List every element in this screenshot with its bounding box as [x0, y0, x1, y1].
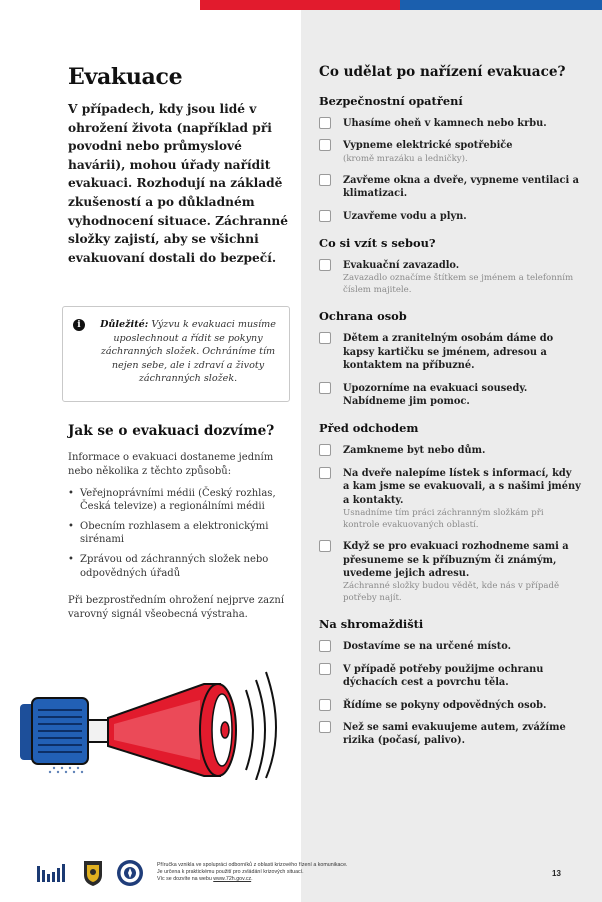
intro-text: V případech, kdy jsou lidé v ohrožení života (například při povodni nebo průmyslové havárii), mohou úřady nařídit evakuaci. Rozhodují na základě zkušeností a po důkladném vyhodnocení situace. Záchranné složky zajistí, aby se všichni evakuovaní dostali do bezpečí.	[68, 102, 288, 265]
checkbox[interactable]	[319, 382, 331, 394]
checklist-item[interactable]	[319, 259, 581, 296]
important-note	[62, 306, 290, 402]
checkbox[interactable]	[319, 210, 331, 222]
intro-block	[68, 64, 290, 267]
checklist-item[interactable]	[319, 332, 581, 372]
checklist-item-text: Vypneme elektrické spotřebiče	[343, 140, 513, 152]
checklist-item-note: Usnadníme tím práci záchranným složkám při kontrole evakuovaných oblastí.	[343, 508, 544, 531]
info-icon: i	[73, 319, 85, 331]
page-number: 13	[552, 869, 561, 878]
how-to-learn-block	[68, 423, 292, 622]
fire-rescue-emblem-icon	[82, 859, 104, 887]
section-heading: Bezpečnostní opatření	[319, 94, 463, 108]
footer-text	[157, 862, 467, 883]
checklist-item-text: Než se sami evakuujeme autem, zvážíme rizika (počasí, palivo).	[343, 721, 566, 747]
checkbox[interactable]	[319, 699, 331, 711]
checklist-item[interactable]	[319, 699, 581, 712]
checklist-item-text: Zavřeme okna a dveře, vypneme ventilaci a klimatizaci.	[343, 174, 579, 200]
section-heading: Co si vzít s sebou?	[319, 236, 436, 251]
list-item: • Zprávou od záchranných složek nebo odpovědných úřadů	[78, 553, 292, 580]
footer-line-3-prefix: Víc se dozvíte na webu	[157, 876, 214, 882]
ministry-logo-icon	[36, 862, 68, 884]
top-accent-blue	[400, 0, 602, 10]
howto-heading: Jak se o evakuaci dozvíme?	[68, 423, 275, 439]
checklist-item[interactable]	[319, 444, 581, 457]
checklist-item[interactable]	[319, 117, 581, 130]
checklist-item-text: Upozorníme na evakuaci sousedy. Nabídneme jim pomoc.	[343, 382, 528, 408]
checklist-item-text: Evakuační zavazadlo.	[343, 260, 460, 272]
section-heading: Na shromaždišti	[319, 617, 424, 632]
howto-intro: Informace o evakuaci dostaneme jedním nebo několika z těchto způsobů:	[68, 452, 274, 477]
section-heading: Před odchodem	[319, 421, 419, 436]
checklist-item-text: Uhasíme oheň v kamnech nebo krbu.	[343, 118, 547, 129]
page-title: Evakuace	[68, 64, 183, 90]
checklist-title: Co udělat po nařízení evakuace?	[319, 64, 566, 80]
checklist-item-text: Uzavřeme vodu a plyn.	[343, 210, 467, 222]
checkbox[interactable]	[319, 117, 331, 129]
footer-line-3	[157, 876, 467, 883]
note-text	[93, 318, 283, 386]
checklist-item-note: Zavazadlo označíme štítkem se jménem a telefonním číslem majitele.	[343, 273, 574, 296]
checklist-item-text: Když se pro evakuaci rozhodneme sami a přesuneme se k příbuzným či známým, uvedeme jejich adresu.	[343, 541, 569, 579]
checkbox[interactable]	[319, 540, 331, 552]
police-emblem-icon	[116, 859, 144, 887]
checklist-item-text: Dostavíme se na určené místo.	[343, 641, 512, 653]
checkbox[interactable]	[319, 259, 331, 271]
checklist-item[interactable]	[319, 640, 581, 653]
checklist-item[interactable]	[319, 663, 581, 690]
list-item: • Obecním rozhlasem a elektronickými sirénami	[78, 520, 292, 547]
website-link[interactable]: www.72h.gov.cz	[213, 876, 252, 882]
footer	[36, 858, 576, 888]
checkbox[interactable]	[319, 663, 331, 675]
checkbox[interactable]	[319, 721, 331, 733]
checklist-item[interactable]	[319, 467, 581, 531]
checkbox[interactable]	[319, 139, 331, 151]
top-accent-red	[200, 0, 400, 10]
checklist-item[interactable]	[319, 382, 581, 409]
footer-line-2: Je určena k praktickému použití pro zvládání krizových situací.	[157, 869, 304, 875]
checklist-item[interactable]	[319, 721, 581, 748]
list-item: • Veřejnoprávními médii (Český rozhlas, Česká televize) a regionálními médii	[78, 487, 292, 514]
evacuation-checklist	[319, 64, 581, 761]
checklist-item-text: V případě potřeby použijme ochranu dýchacích cest a povrchu těla.	[343, 663, 544, 689]
checkbox[interactable]	[319, 444, 331, 456]
checkbox[interactable]	[319, 640, 331, 652]
checkbox[interactable]	[319, 467, 331, 479]
checkbox[interactable]	[319, 174, 331, 186]
checklist-item-note: Záchranné složky budou vědět, kde nás v případě potřeby najít.	[343, 581, 560, 604]
howto-outro: Při bezprostředním ohrožení nejprve zazní varovný signál všeobecná výstraha.	[68, 595, 285, 620]
checklist-item[interactable]	[319, 540, 581, 604]
note-body: Výzvu k evakuaci musíme uposlechnout a řídit se pokyny záchranných složek. Ochráníme tím nejen sebe, ale i zdraví a životy záchranných složek.	[100, 319, 276, 385]
checkbox[interactable]	[319, 332, 331, 344]
checklist-item-note: (kromě mrazáku a ledničky).	[343, 153, 468, 164]
checklist-item[interactable]	[319, 174, 581, 201]
section-heading: Ochrana osob	[319, 309, 407, 324]
methods-list	[68, 487, 292, 581]
footer-line-1: Příručka vznikla ve spolupráci odborníků z oblasti krizového řízení a komunikace.	[157, 862, 348, 868]
checklist-item-text: Zamkneme byt nebo dům.	[343, 445, 486, 457]
note-label: Důležité:	[100, 319, 149, 330]
footer-line-3-suffix: .	[251, 876, 253, 882]
checklist-item-text: Řídíme se pokyny odpovědných osob.	[343, 699, 547, 711]
checklist-item[interactable]	[319, 139, 581, 164]
checklist-item-text: Dětem a zranitelným osobám dáme do kapsy kartičku se jménem, adresou a kontaktem na příbuzné.	[343, 333, 554, 372]
checklist-item[interactable]	[319, 210, 581, 223]
checklist-item-text: Na dveře nalepíme lístek s informací, kdy a kam jsme se evakuovali, a s našimi jmény a kontakty.	[343, 467, 581, 506]
megaphone-illustration	[14, 660, 284, 780]
